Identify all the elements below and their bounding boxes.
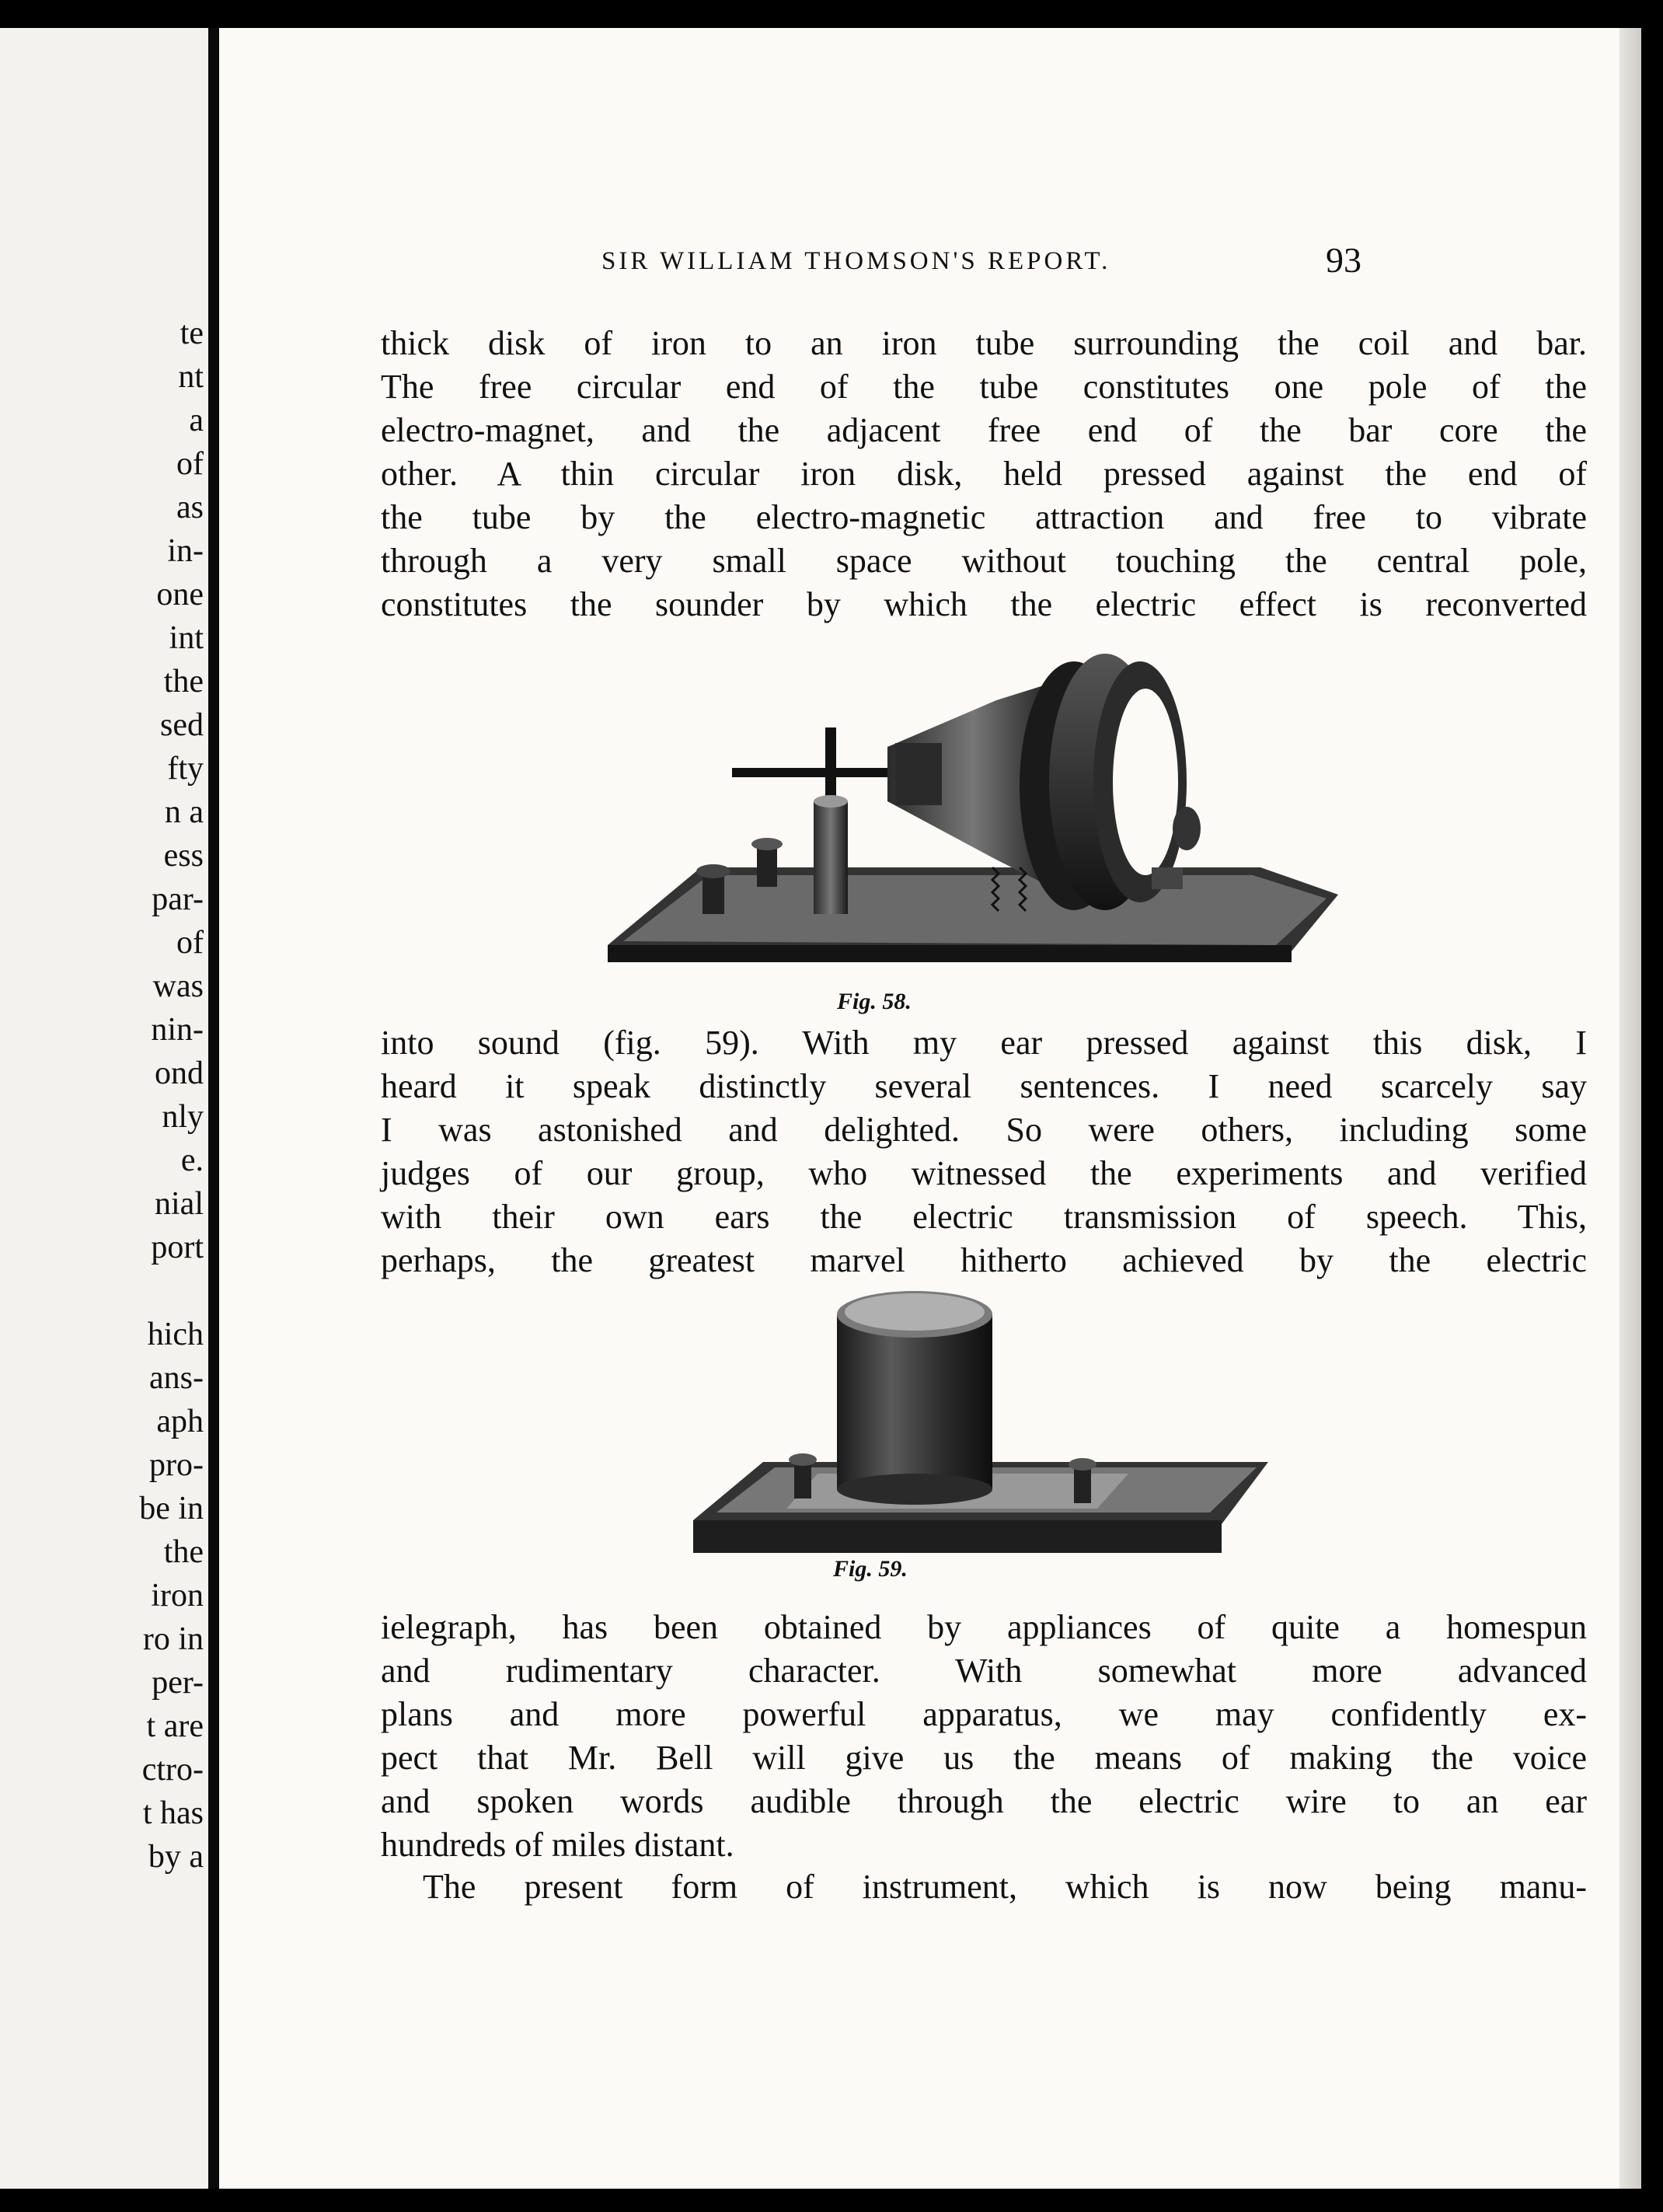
text-line: other. A thin circular iron disk, held pressed against the end of — [381, 455, 1587, 493]
left-page-line-fragment: par- — [152, 881, 204, 917]
left-page-line-fragment: ro in — [142, 1621, 204, 1657]
figure-58-caption: Fig. 58. — [837, 989, 912, 1014]
text-line: The present form of instrument, which is now being manu- — [423, 1868, 1587, 1906]
left-page-line-fragment: hich — [147, 1317, 204, 1352]
left-page-line-fragment: n a — [164, 794, 204, 830]
text-line: constitutes the sounder by which the electric effect is reconverted — [381, 585, 1587, 623]
left-page-line-fragment: one — [156, 577, 204, 612]
page-edge — [1619, 28, 1641, 2189]
left-page-line-fragment: port — [151, 1230, 204, 1265]
paragraph-2 — [381, 1021, 1587, 1282]
text-line: judges of our group, who witnessed the experiments and verified — [381, 1154, 1587, 1192]
left-page-line-fragment: the — [163, 1534, 204, 1570]
book-gutter — [208, 28, 219, 2189]
page-number: 93 — [1326, 240, 1361, 280]
left-page-line-fragment: in- — [167, 533, 204, 569]
left-page-line-fragment: t are — [146, 1708, 204, 1744]
paragraph-4 — [423, 1865, 1587, 1909]
left-page-line-fragment: a — [189, 403, 204, 438]
left-page-line-fragment: pro- — [149, 1447, 204, 1483]
figure-59-electromagnet-engraving — [693, 1287, 1299, 1555]
left-page-line-fragment: the — [163, 664, 204, 700]
right-page — [219, 28, 1641, 2189]
left-page-line-fragment: as — [176, 490, 204, 525]
left-page-line-fragment: ond — [155, 1055, 204, 1091]
left-page-line-fragment: nt — [178, 359, 204, 395]
text-line: and spoken words audible through the electric wire to an ear — [381, 1782, 1587, 1820]
text-line: electro-magnet, and the adjacent free end of the bar core the — [381, 411, 1587, 449]
text-line: heard it speak distinctly several sentences. I need scarcely say — [381, 1067, 1587, 1105]
text-line: and rudimentary character. With somewhat more advanced — [381, 1652, 1587, 1690]
text-line: pect that Mr. Bell will give us the means of making the voice — [381, 1739, 1587, 1777]
text-line: thick disk of iron to an iron tube surrounding the coil and bar. — [381, 324, 1587, 362]
text-line: ielegraph, has been obtained by appliances of quite a homespun — [381, 1608, 1587, 1646]
left-page-line-fragment: nly — [162, 1099, 204, 1135]
left-page-line-fragment: of — [176, 446, 204, 482]
text-line: I was astonished and delighted. So were others, including some — [381, 1111, 1587, 1149]
left-page-fragment — [0, 28, 208, 2189]
figure-58-telephone-engraving — [561, 634, 1408, 988]
running-head: SIR WILLIAM THOMSON'S REPORT. — [601, 247, 1111, 275]
left-page-line-fragment: ess — [163, 838, 204, 874]
left-page-line-fragment: by a — [148, 1839, 204, 1875]
text-line: through a very small space without touching the central pole, — [381, 542, 1587, 580]
left-page-line-fragment: te — [180, 316, 204, 351]
left-page-line-fragment: of — [176, 925, 204, 961]
left-page-line-fragment: sed — [160, 707, 204, 743]
left-page-line-fragment: int — [169, 620, 204, 656]
text-line: The free circular end of the tube constitutes one pole of the — [381, 368, 1587, 406]
text-line: hundreds of miles distant. — [381, 1826, 734, 1864]
left-page-line-fragment: iron — [151, 1578, 204, 1614]
paragraph-3 — [381, 1606, 1587, 1867]
text-line: the tube by the electro-magnetic attraction and free to vibrate — [381, 498, 1587, 536]
left-page-line-fragment: t has — [142, 1795, 204, 1831]
left-page-line-fragment: aph — [156, 1404, 204, 1439]
left-page-line-fragment: ans- — [149, 1360, 204, 1396]
left-page-line-fragment: per- — [152, 1665, 204, 1701]
text-line: into sound (fig. 59). With my ear pressed against this disk, I — [381, 1024, 1587, 1062]
left-page-line-fragment: e. — [180, 1143, 204, 1178]
left-page-line-fragment: nial — [155, 1186, 204, 1222]
text-line: with their own ears the electric transmission of speech. This, — [381, 1198, 1587, 1236]
left-page-line-fragment: fty — [167, 751, 204, 787]
paragraph-1 — [381, 322, 1587, 626]
left-page-line-fragment: be in — [139, 1491, 204, 1526]
text-line: perhaps, the greatest marvel hitherto achieved by the electric — [381, 1241, 1587, 1279]
figure-59-caption: Fig. 59. — [833, 1556, 908, 1582]
left-page-line-fragment: was — [152, 968, 204, 1004]
left-page-line-fragment: ctro- — [141, 1752, 204, 1788]
left-page-line-fragment: nin- — [151, 1012, 204, 1048]
text-line: plans and more powerful apparatus, we may confidently ex- — [381, 1695, 1587, 1733]
